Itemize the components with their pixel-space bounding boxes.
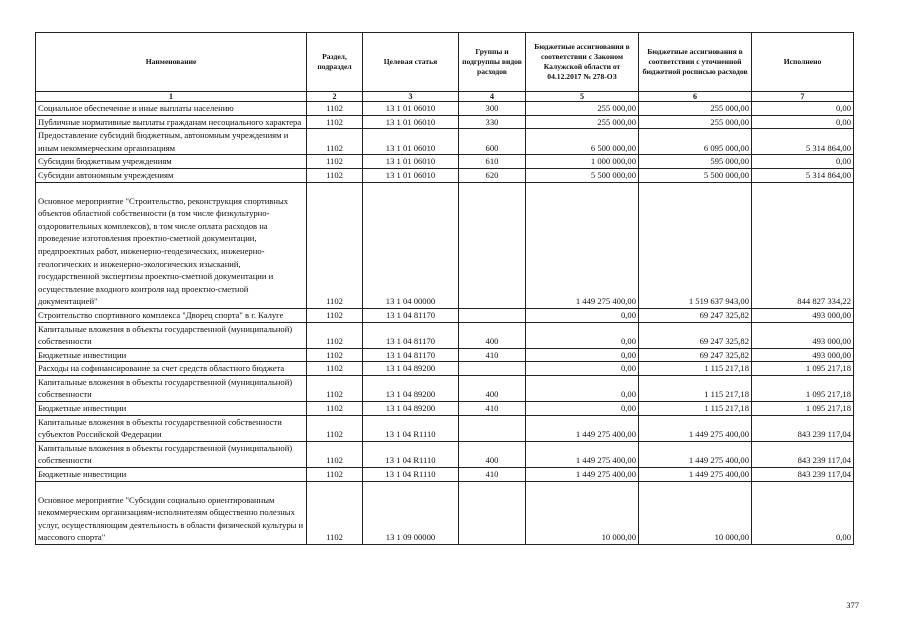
header-name: Наименование <box>36 33 307 92</box>
row-group: 330 <box>459 115 526 129</box>
column-number: 3 <box>363 92 459 102</box>
row-group <box>459 308 526 322</box>
row-executed-amount: 5 314 864,00 <box>752 168 854 182</box>
row-target: 13 1 09 00000 <box>363 481 459 544</box>
column-number: 2 <box>307 92 363 102</box>
table-row <box>36 102 854 116</box>
row-executed-amount: 1 095 217,18 <box>752 362 854 376</box>
row-executed-amount: 493 000,00 <box>752 348 854 362</box>
header-law: Бюджетные ассигнования в соответствии с Законом Калужской области от 04.12.2017 № 278-ОЗ <box>526 33 639 92</box>
table-row <box>36 468 854 482</box>
row-name: Бюджетные инвестиции <box>36 468 307 482</box>
row-name: Капитальные вложения в объекты государственной (муниципальной) собственности <box>36 441 307 467</box>
row-name: Расходы на софинансирование за счет средств областного бюджета <box>36 362 307 376</box>
row-target: 13 1 01 06010 <box>363 102 459 116</box>
row-executed-amount: 0,00 <box>752 481 854 544</box>
row-refined-amount: 255 000,00 <box>639 102 752 116</box>
table-row <box>36 402 854 416</box>
row-refined-amount: 6 095 000,00 <box>639 129 752 155</box>
column-number: 7 <box>752 92 854 102</box>
header-section: Раздел, подраздел <box>307 33 363 92</box>
budget-table-sheet <box>35 32 853 545</box>
row-target: 13 1 04 81170 <box>363 348 459 362</box>
row-section: 1102 <box>307 115 363 129</box>
table-row <box>36 348 854 362</box>
table-row <box>36 182 854 308</box>
row-law-amount: 0,00 <box>526 348 639 362</box>
row-target: 13 1 04 81170 <box>363 308 459 322</box>
row-section: 1102 <box>307 415 363 441</box>
row-section: 1102 <box>307 468 363 482</box>
row-law-amount: 6 500 000,00 <box>526 129 639 155</box>
table-row <box>36 155 854 169</box>
row-group <box>459 362 526 376</box>
row-section: 1102 <box>307 155 363 169</box>
row-refined-amount: 1 449 275 400,00 <box>639 415 752 441</box>
page-number: 377 <box>846 600 859 610</box>
row-target: 13 1 04 R1110 <box>363 441 459 467</box>
row-section: 1102 <box>307 481 363 544</box>
row-law-amount: 1 449 275 400,00 <box>526 441 639 467</box>
row-law-amount: 5 500 000,00 <box>526 168 639 182</box>
row-section: 1102 <box>307 362 363 376</box>
row-refined-amount: 1 115 217,18 <box>639 375 752 401</box>
row-group: 400 <box>459 441 526 467</box>
row-group: 400 <box>459 322 526 348</box>
row-law-amount: 10 000,00 <box>526 481 639 544</box>
row-section: 1102 <box>307 441 363 467</box>
column-number-row <box>36 92 854 102</box>
row-section: 1102 <box>307 129 363 155</box>
row-target: 13 1 01 06010 <box>363 155 459 169</box>
row-section: 1102 <box>307 182 363 308</box>
row-refined-amount: 1 115 217,18 <box>639 362 752 376</box>
row-group <box>459 481 526 544</box>
row-refined-amount: 10 000,00 <box>639 481 752 544</box>
row-executed-amount: 843 239 117,04 <box>752 441 854 467</box>
row-group: 300 <box>459 102 526 116</box>
row-name: Субсидии автономным учреждениям <box>36 168 307 182</box>
row-name: Основное мероприятие "Субсидии социально ориентированным некоммерческим организациям-исполнителям общественно полезных услуг, осуществляющим деятельность в области физической культуры и массового спорта" <box>36 481 307 544</box>
row-executed-amount: 1 095 217,18 <box>752 402 854 416</box>
table-row <box>36 168 854 182</box>
row-group <box>459 415 526 441</box>
row-name: Социальное обеспечение и иные выплаты населению <box>36 102 307 116</box>
header-executed: Исполнено <box>752 33 854 92</box>
row-section: 1102 <box>307 168 363 182</box>
header-refined: Бюджетные ассигнования в соответствии с уточненной бюджетной росписью расходов <box>639 33 752 92</box>
row-target: 13 1 01 06010 <box>363 129 459 155</box>
table-row <box>36 375 854 401</box>
table-row <box>36 441 854 467</box>
row-executed-amount: 0,00 <box>752 115 854 129</box>
row-section: 1102 <box>307 322 363 348</box>
row-name: Субсидии бюджетным учреждениям <box>36 155 307 169</box>
row-executed-amount: 843 239 117,04 <box>752 415 854 441</box>
row-refined-amount: 69 247 325,82 <box>639 308 752 322</box>
row-law-amount: 255 000,00 <box>526 115 639 129</box>
row-law-amount: 0,00 <box>526 308 639 322</box>
row-law-amount: 255 000,00 <box>526 102 639 116</box>
row-refined-amount: 1 449 275 400,00 <box>639 468 752 482</box>
row-executed-amount: 0,00 <box>752 102 854 116</box>
row-refined-amount: 69 247 325,82 <box>639 322 752 348</box>
header-groups: Группы и подгруппы видов расходов <box>459 33 526 92</box>
row-name: Предоставление субсидий бюджетным, автономным учреждениям и иным некоммерческим организациям <box>36 129 307 155</box>
row-section: 1102 <box>307 402 363 416</box>
row-target: 13 1 04 R1110 <box>363 415 459 441</box>
row-name: Основное мероприятие "Строительство, реконструкция спортивных объектов областной собственности (в том числе физкультурно-оздоровительных комплексов), в том числе оплата расходов на проведение изготовления проектно-сметной документации, предпроектных работ, инженерно-геодезических, инженерно-геологических и инженерно-экологических изысканий, государственной экспертизы проектно-сметной документации и осуществление входного контроля над проектно-сметной документацией" <box>36 182 307 308</box>
table-row <box>36 322 854 348</box>
row-executed-amount: 5 314 864,00 <box>752 129 854 155</box>
column-number: 1 <box>36 92 307 102</box>
column-number: 5 <box>526 92 639 102</box>
row-refined-amount: 1 115 217,18 <box>639 402 752 416</box>
row-group: 620 <box>459 168 526 182</box>
row-target: 13 1 01 06010 <box>363 168 459 182</box>
row-group: 610 <box>459 155 526 169</box>
row-name: Строительство спортивного комплекса "Дворец спорта" в г. Калуге <box>36 308 307 322</box>
table-row <box>36 415 854 441</box>
row-section: 1102 <box>307 102 363 116</box>
budget-table <box>35 32 854 545</box>
row-group: 410 <box>459 468 526 482</box>
row-section: 1102 <box>307 308 363 322</box>
row-law-amount: 1 000 000,00 <box>526 155 639 169</box>
row-law-amount: 1 449 275 400,00 <box>526 182 639 308</box>
row-name: Капитальные вложения в объекты государственной (муниципальной) собственности <box>36 375 307 401</box>
row-group: 600 <box>459 129 526 155</box>
row-refined-amount: 5 500 000,00 <box>639 168 752 182</box>
row-name: Бюджетные инвестиции <box>36 348 307 362</box>
row-executed-amount: 493 000,00 <box>752 308 854 322</box>
row-law-amount: 0,00 <box>526 322 639 348</box>
row-law-amount: 1 449 275 400,00 <box>526 468 639 482</box>
row-executed-amount: 0,00 <box>752 155 854 169</box>
row-target: 13 1 04 89200 <box>363 402 459 416</box>
row-law-amount: 1 449 275 400,00 <box>526 415 639 441</box>
row-law-amount: 0,00 <box>526 375 639 401</box>
row-name: Капитальные вложения в объекты государственной собственности субъектов Российской Федерации <box>36 415 307 441</box>
row-refined-amount: 255 000,00 <box>639 115 752 129</box>
row-name: Публичные нормативные выплаты гражданам несоциального характера <box>36 115 307 129</box>
row-target: 13 1 04 89200 <box>363 362 459 376</box>
table-row <box>36 362 854 376</box>
row-name: Бюджетные инвестиции <box>36 402 307 416</box>
row-group: 410 <box>459 402 526 416</box>
table-row <box>36 129 854 155</box>
row-target: 13 1 04 00000 <box>363 182 459 308</box>
row-executed-amount: 493 000,00 <box>752 322 854 348</box>
row-target: 13 1 01 06010 <box>363 115 459 129</box>
row-target: 13 1 04 89200 <box>363 375 459 401</box>
row-target: 13 1 04 R1110 <box>363 468 459 482</box>
header-row <box>36 33 854 92</box>
row-refined-amount: 69 247 325,82 <box>639 348 752 362</box>
row-executed-amount: 1 095 217,18 <box>752 375 854 401</box>
row-group: 410 <box>459 348 526 362</box>
row-name: Капитальные вложения в объекты государственной (муниципальной) собственности <box>36 322 307 348</box>
table-row <box>36 115 854 129</box>
row-group: 400 <box>459 375 526 401</box>
table-row <box>36 308 854 322</box>
row-group <box>459 182 526 308</box>
header-target: Целевая статья <box>363 33 459 92</box>
column-number: 4 <box>459 92 526 102</box>
row-law-amount: 0,00 <box>526 362 639 376</box>
row-law-amount: 0,00 <box>526 402 639 416</box>
row-executed-amount: 843 239 117,04 <box>752 468 854 482</box>
row-refined-amount: 1 519 637 943,00 <box>639 182 752 308</box>
row-refined-amount: 595 000,00 <box>639 155 752 169</box>
row-refined-amount: 1 449 275 400,00 <box>639 441 752 467</box>
column-number: 6 <box>639 92 752 102</box>
row-executed-amount: 844 827 334,22 <box>752 182 854 308</box>
row-target: 13 1 04 81170 <box>363 322 459 348</box>
row-section: 1102 <box>307 375 363 401</box>
table-row <box>36 481 854 544</box>
row-section: 1102 <box>307 348 363 362</box>
